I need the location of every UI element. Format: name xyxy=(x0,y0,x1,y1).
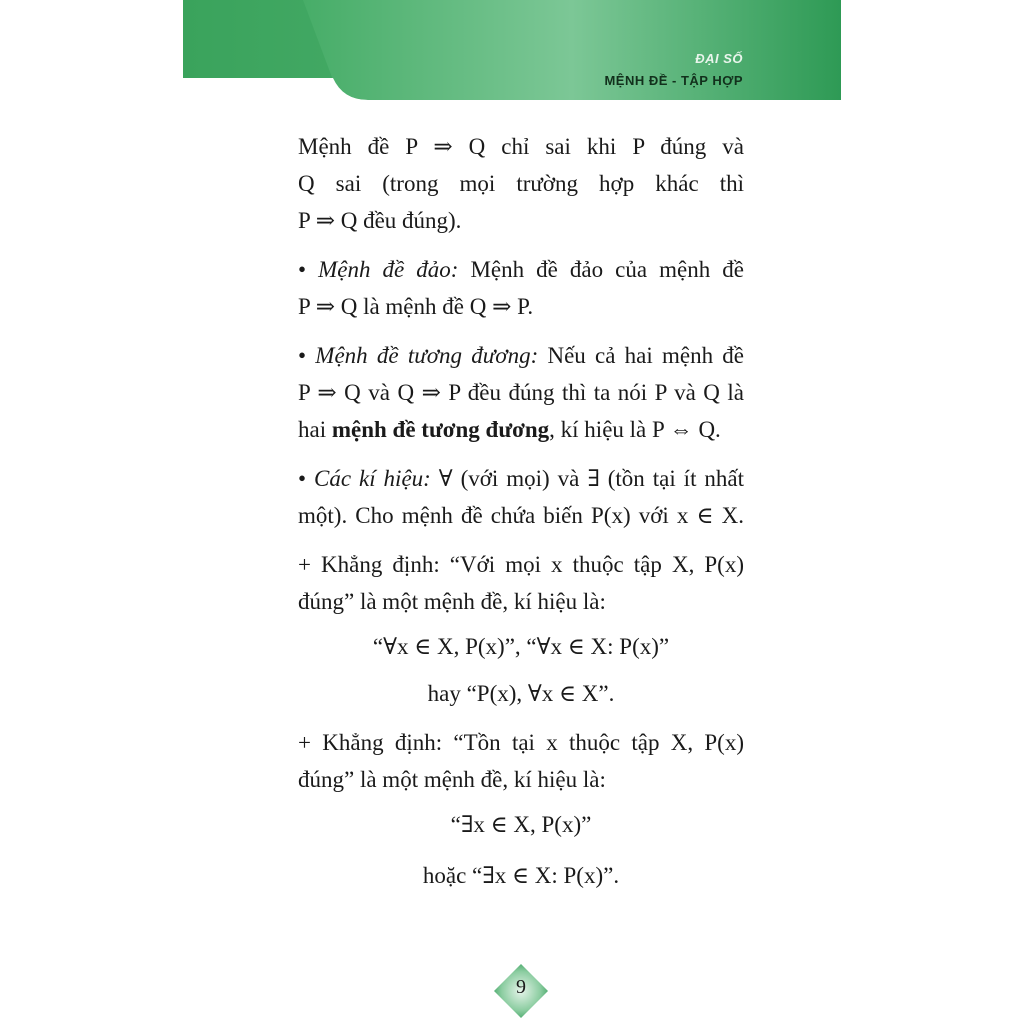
paragraph-implication xyxy=(298,128,744,239)
header-subject: ĐẠI SỐ xyxy=(695,51,743,66)
text-line: Q sai (trong mọi trường hợp khác thì xyxy=(298,171,744,196)
text-line: đúng” là một mệnh đề, kí hiệu là: xyxy=(298,767,606,792)
text-segment: Mệnh đề đảo của mệnh đề xyxy=(470,257,744,282)
text-segment: , kí hiệu là P ⇔ Q. xyxy=(549,417,721,442)
formula-line: hoặc “∃x ∈ X: P(x)”. xyxy=(422,863,620,888)
text-segment: hai xyxy=(298,417,327,442)
text-line xyxy=(298,337,744,374)
text-line xyxy=(298,251,744,288)
bullet: • xyxy=(298,343,307,368)
page-content xyxy=(298,128,744,906)
bold-term: mệnh đề tương đương xyxy=(331,417,550,442)
page-number: 9 xyxy=(516,976,526,998)
text-line: Mệnh đề P ⇒ Q chỉ sai khi P đúng và xyxy=(298,134,744,159)
text-segment: ∀ (với mọi) và ∃ (tồn tại ít nhất xyxy=(438,466,745,491)
text-line: P ⇒ Q đều đúng). xyxy=(298,208,462,233)
page-number-badge xyxy=(492,962,550,1020)
paragraph-forall xyxy=(298,546,744,712)
text-line: + Khẳng định: “Với mọi x thuộc tập X, P(x) xyxy=(298,552,744,577)
text-segment: Nếu cả hai mệnh đề xyxy=(547,343,745,368)
text-line: P ⇒ Q là mệnh đề Q ⇒ P. xyxy=(298,294,534,319)
bullet: • xyxy=(298,466,307,491)
text-line: đúng” là một mệnh đề, kí hiệu là: xyxy=(298,589,606,614)
paragraph-equivalence xyxy=(298,337,744,448)
formula-line: “∀x ∈ X, P(x)”, “∀x ∈ X: P(x)” xyxy=(372,634,670,659)
paragraph-symbols xyxy=(298,460,744,534)
text-line: + Khẳng định: “Tồn tại x thuộc tập X, P(x) xyxy=(298,730,744,755)
formula-line: hay “P(x), ∀x ∈ X”. xyxy=(427,681,615,706)
paragraph-exists xyxy=(298,724,744,894)
term-equivalence: Mệnh đề tương đương: xyxy=(315,343,539,368)
formula-block-forall xyxy=(298,628,744,712)
text-line: một). Cho mệnh đề chứa biến P(x) với x ∈ X. xyxy=(298,503,744,528)
formula-line: “∃x ∈ X, P(x)” xyxy=(450,812,592,837)
bullet: • xyxy=(298,257,307,282)
text-line xyxy=(298,411,744,448)
term-symbols: Các kí hiệu: xyxy=(314,466,431,491)
formula-block-exists xyxy=(298,806,744,894)
header-chapter: MỆNH ĐỀ - TẬP HỢP xyxy=(604,73,743,88)
text-line xyxy=(298,460,744,497)
text-line: P ⇒ Q và Q ⇒ P đều đúng thì ta nói P và Q là xyxy=(298,380,744,405)
paragraph-converse xyxy=(298,251,744,325)
header-band xyxy=(183,0,841,100)
term-converse: Mệnh đề đảo: xyxy=(318,257,459,282)
